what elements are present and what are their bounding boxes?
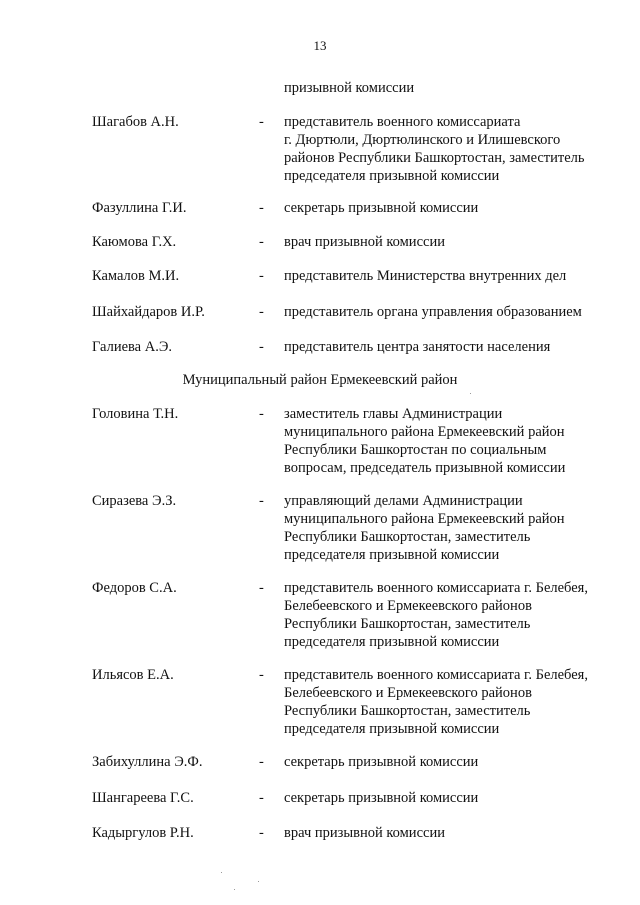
- role-line: районов Республики Башкортостан, заместитель: [284, 150, 585, 166]
- separator-dash: -: [259, 493, 264, 509]
- role-line: представитель военного комиссариата г. Белебея,: [284, 580, 588, 596]
- scan-speck: [470, 393, 471, 394]
- section-heading: Муниципальный район Ермекеевский район: [182, 372, 458, 388]
- role-line: муниципального района Ермекеевский район: [284, 511, 565, 527]
- role-line: представитель центра занятости населения: [284, 339, 551, 355]
- separator-dash: -: [259, 114, 264, 130]
- role-line: муниципального района Ермекеевский район: [284, 424, 565, 440]
- scan-speck: [221, 872, 222, 873]
- role-line: вопросам, председатель призывной комиссии: [284, 460, 566, 476]
- continuation-text: призывной комиссии: [284, 80, 415, 96]
- member-name: Каюмова Г.Х.: [92, 234, 177, 250]
- separator-dash: -: [259, 790, 264, 806]
- member-role: [284, 405, 614, 477]
- separator-dash: -: [259, 580, 264, 596]
- separator-dash: -: [259, 406, 264, 422]
- separator-dash: -: [259, 339, 264, 355]
- role-line: Республики Башкортостан, заместитель: [284, 529, 531, 545]
- role-line: управляющий делами Администрации: [284, 493, 523, 509]
- role-line: врач призывной комиссии: [284, 234, 445, 250]
- member-role: [284, 199, 614, 217]
- member-name: Галиева А.Э.: [92, 339, 173, 355]
- role-line: председателя призывной комиссии: [284, 547, 500, 563]
- role-line: председателя призывной комиссии: [284, 721, 500, 737]
- separator-dash: -: [259, 825, 264, 841]
- member-role: [284, 267, 614, 285]
- separator-dash: -: [259, 268, 264, 284]
- separator-dash: -: [259, 667, 264, 683]
- page-number: 13: [313, 38, 327, 53]
- member-name: Забихуллина Э.Ф.: [92, 754, 203, 770]
- member-role: [284, 824, 614, 842]
- member-name: Камалов М.И.: [92, 268, 180, 284]
- role-line: заместитель главы Администрации: [284, 406, 503, 422]
- separator-dash: -: [259, 234, 264, 250]
- member-role: [284, 579, 614, 651]
- role-line: секретарь призывной комиссии: [284, 790, 479, 806]
- separator-dash: -: [259, 304, 264, 320]
- member-role: [284, 753, 614, 771]
- member-name: Шайхайдаров И.Р.: [92, 304, 205, 320]
- role-line: председателя призывной комиссии: [284, 634, 500, 650]
- member-role: [284, 303, 614, 321]
- role-line: Республики Башкортостан по социальным: [284, 442, 547, 458]
- member-name: Сиразева Э.З.: [92, 493, 177, 509]
- separator-dash: -: [259, 754, 264, 770]
- member-role: [284, 233, 614, 251]
- member-name: Ильясов Е.А.: [92, 667, 174, 683]
- member-name: Фазуллина Г.И.: [92, 200, 187, 216]
- role-line: врач призывной комиссии: [284, 825, 445, 841]
- member-name: Шагабов А.Н.: [92, 114, 179, 130]
- member-name: Шангареева Г.С.: [92, 790, 194, 806]
- member-role: [284, 666, 614, 738]
- scan-speck: [234, 889, 235, 890]
- role-line: Республики Башкортостан, заместитель: [284, 703, 531, 719]
- role-line: секретарь призывной комиссии: [284, 754, 479, 770]
- member-name: Федоров С.А.: [92, 580, 177, 596]
- role-line: представитель органа управления образованием: [284, 304, 582, 320]
- member-role: [284, 789, 614, 807]
- member-role: [284, 113, 614, 185]
- separator-dash: -: [259, 200, 264, 216]
- role-line: Белебеевского и Ермекеевского районов: [284, 598, 532, 614]
- role-line: г. Дюртюли, Дюртюлинского и Илишевского: [284, 132, 561, 148]
- role-line: председателя призывной комиссии: [284, 168, 500, 184]
- member-name: Кадыргулов Р.Н.: [92, 825, 194, 841]
- member-name: Головина Т.Н.: [92, 406, 179, 422]
- role-line: секретарь призывной комиссии: [284, 200, 479, 216]
- member-role: [284, 492, 614, 564]
- role-line: представитель военного комиссариата г. Белебея,: [284, 667, 588, 683]
- scan-speck: [258, 881, 259, 882]
- role-line: Республики Башкортостан, заместитель: [284, 616, 531, 632]
- role-line: представитель военного комиссариата: [284, 114, 521, 130]
- role-line: Белебеевского и Ермекеевского районов: [284, 685, 532, 701]
- role-line: представитель Министерства внутренних дел: [284, 268, 567, 284]
- member-role: [284, 338, 614, 356]
